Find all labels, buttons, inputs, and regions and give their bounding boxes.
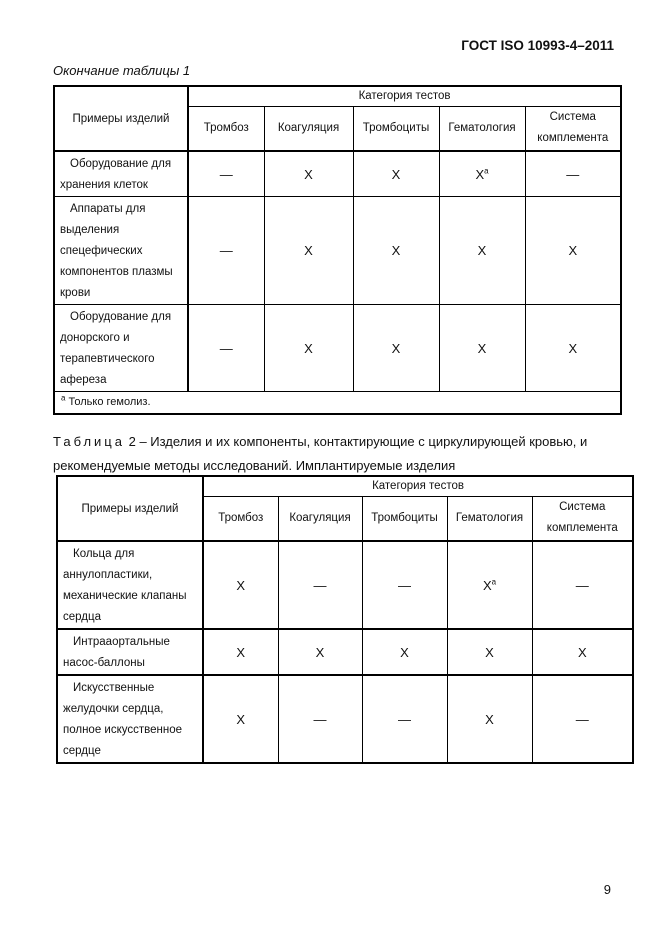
table1-item: Оборудование для донорского и терапевтического афереза	[54, 305, 188, 392]
table1-col-header-items: Примеры изделий	[54, 86, 188, 151]
table-row	[57, 541, 633, 629]
table1-col-header: Гематология	[439, 106, 525, 151]
table-row	[57, 629, 633, 675]
document-standard-title: ГОСТ ISO 10993-4–2011	[461, 38, 614, 53]
table1-caption: Окончание таблицы 1	[53, 63, 191, 78]
table1-footnote: $^a$ Только гемолиз.	[54, 392, 621, 414]
table1-col-header: Тромбоз	[188, 106, 264, 151]
table2-col-header: Тромбоциты	[362, 496, 447, 541]
table1-cell: X	[353, 305, 439, 392]
table1-cell: X	[264, 305, 353, 392]
table1-cell: X	[353, 197, 439, 305]
table2-caption: Таблица 2 – Изделия и их компоненты, контактирующие с циркулирующей кровью, и рекомендуемые методы исследований. Имплантируемые изделия	[53, 434, 588, 473]
table-row	[54, 197, 621, 305]
table2-cell: X	[203, 675, 278, 763]
page-number: 9	[603, 882, 611, 897]
table2-cell: —	[362, 541, 447, 629]
table2-cell: X	[532, 629, 633, 675]
table2-cell: X	[278, 629, 362, 675]
table2-col-header-items: Примеры изделий	[57, 476, 203, 541]
table1-cell: X	[353, 151, 439, 197]
table2-cell: —	[532, 541, 633, 629]
table2-cell: —	[278, 675, 362, 763]
table1-col-header: Система комплемента	[525, 106, 621, 151]
table1-col-header: Тромбоциты	[353, 106, 439, 151]
table-row	[54, 305, 621, 392]
table2-group-header: Категория тестов	[203, 476, 633, 496]
table2-cell: $X^a$	[447, 541, 532, 629]
table2-cell: —	[532, 675, 633, 763]
table2-cell: —	[278, 541, 362, 629]
table2-col-header: Гематология	[447, 496, 532, 541]
table2-item: Кольца для аннулопластики, механические клапаны сердца	[57, 541, 203, 629]
table1-cell: X	[525, 197, 621, 305]
table1-cell: —	[188, 151, 264, 197]
table2-cell: X	[447, 629, 532, 675]
table1-cell: X	[264, 151, 353, 197]
table1-item: Оборудование для хранения клеток	[54, 151, 188, 197]
table2-cell: —	[362, 675, 447, 763]
table2-cell: X	[362, 629, 447, 675]
table1-cell: —	[188, 197, 264, 305]
table1	[53, 85, 622, 415]
table2-item: Искусственные желудочки сердца, полное искусственное сердце	[57, 675, 203, 763]
table-row	[54, 151, 621, 197]
table2-item: Интрааортальные насос-баллоны	[57, 629, 203, 675]
table2	[56, 475, 634, 764]
table2-col-header: Тромбоз	[203, 496, 278, 541]
table2-col-header: Система комплемента	[532, 496, 633, 541]
table2-cell: X	[447, 675, 532, 763]
table2-col-header: Коагуляция	[278, 496, 362, 541]
table1-cell: $X^a$	[439, 151, 525, 197]
table1-group-header: Категория тестов	[188, 86, 621, 106]
table1-cell: X	[439, 305, 525, 392]
table1-item: Аппараты для выделения спецефических компонентов плазмы крови	[54, 197, 188, 305]
table1-cell: X	[439, 197, 525, 305]
table2-cell: X	[203, 541, 278, 629]
table1-cell: X	[525, 305, 621, 392]
table1-cell: —	[525, 151, 621, 197]
table1-cell: X	[264, 197, 353, 305]
table2-cell: X	[203, 629, 278, 675]
table1-col-header: Коагуляция	[264, 106, 353, 151]
table-row	[57, 675, 633, 763]
table1-cell: —	[188, 305, 264, 392]
